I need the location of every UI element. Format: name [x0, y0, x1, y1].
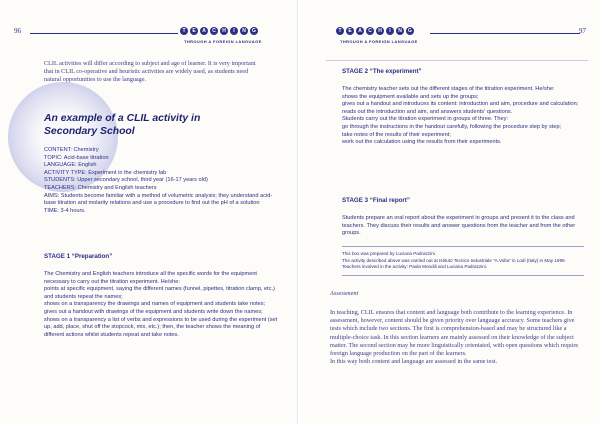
stage-3 — [342, 197, 584, 238]
stage-2-line: shows the equipment available and sets up the groups; — [342, 93, 479, 100]
header-letter: A — [356, 27, 364, 35]
page-number: 96 — [14, 27, 21, 35]
header-letter: A — [200, 27, 208, 35]
credit-prepared-by: This box was prepared by Luciana Padrazzini. — [342, 251, 436, 256]
stage-1-line: shows on a transparency a list of verbs and expressions to be used during the experiment (set up, add, place, shut off the stopcock, mix, etc.); then, the teacher shows the meaning of different actions whilst students repeat and take notes. — [44, 316, 278, 338]
header-letter: N — [240, 27, 248, 35]
stage-1-line: gives out a handout with drawings of the equipment and students write down the names; — [44, 308, 263, 315]
info-activity-type: ACTIVITY TYPE: Experiment in the chemistry lab — [44, 169, 167, 176]
page-number: 97 — [579, 27, 586, 35]
activity-info — [44, 147, 280, 215]
stage-1-line: The Chemistry and English teachers introduce all the specific words for the equipment necessary to carry out the titration experiment. He/she: — [44, 271, 257, 285]
stage-1-body — [44, 271, 280, 339]
header-letter: E — [346, 27, 354, 35]
header-letters — [180, 27, 258, 35]
info-topic: TOPIC: Acid-base titration — [44, 154, 109, 161]
stage-2-line: go through the instructions in the handout carefully, following the procedure step by step; — [342, 123, 562, 130]
assessment-paragraph: In teaching, CLIL ensures that content and language both contribute to the learning experience. In assessment, however, content should be given priority over language accuracy. Some teachers give tests which include two sections. The first is comprehension-based and may be structured like a multiple-choice task. In this section learners are mainly assessed on their knowledge of the subject matter. The second section may be more linguistically orientated, with open questions which require foreign language production on the part of the learners. — [330, 309, 579, 358]
header-letter: G — [406, 27, 414, 35]
stage-1-line: shows on a transparency the drawings and names of equipment and students take notes; — [44, 301, 266, 308]
info-aims: AIMS: Students become familiar with a method of volumetric analysis; they understand acid-base titration and molarity relations and use a procedure to find out the pH of a solution — [44, 192, 273, 207]
header-letter: N — [396, 27, 404, 35]
stage-2-line: Students carry out the titration experiment in groups of three. They: — [342, 116, 508, 123]
stage-1-heading: STAGE 1 “Preparation” — [44, 253, 113, 260]
stage-2 — [342, 68, 584, 147]
credit-rule — [342, 246, 584, 247]
header-letter: C — [210, 27, 218, 35]
left-page — [0, 0, 298, 424]
stage-2-line: work out the calculation using the results from their experiments. — [342, 139, 502, 146]
stage-2-line: reads out the introduction and aim, and answers students’ questions. — [342, 108, 513, 115]
stage-2-line: gives out a handout and introduces its content: introduction and aim, procedure and calculation; — [342, 101, 579, 108]
stage-3-heading: STAGE 3 “Final report” — [342, 197, 410, 204]
header-letter: I — [386, 27, 394, 35]
stage-2-body — [342, 86, 584, 147]
stage-3-body: Students prepare an oral report about the experiment in groups and present it to the class and teachers. They discuss their results and answer questions from the teacher and from the other groups. — [342, 215, 576, 237]
credit-details: The activity described above was carried out at Istituto Tecnico Industriale “A.Volta” in Lodi (Italy) in May 1999. Teachers involved in the activity: Paola Mondili and Luciana Padrazzini. — [342, 257, 566, 270]
header-letter: T — [180, 27, 188, 35]
box-top-rule — [326, 60, 588, 61]
stage-1 — [44, 253, 280, 339]
credit-rule — [342, 275, 584, 276]
section-title: An example of a CLIL activity in Secondary School — [44, 113, 201, 137]
header-rule — [30, 33, 178, 34]
running-header — [336, 27, 414, 35]
info-teachers: TEACHERS: Chemistry and English teachers — [44, 184, 157, 191]
header-letter: G — [250, 27, 258, 35]
info-students: STUDENTS: Upper secondary school, third year (16-17 years old) — [44, 177, 208, 184]
header-letter: T — [336, 27, 344, 35]
stage-2-line: take notes of the results of their experiment; — [342, 131, 451, 138]
info-content: CONTENT: Chemistry — [44, 147, 99, 153]
header-letters — [336, 27, 414, 35]
running-header — [180, 27, 258, 35]
stage-1-line: points at specific equipment, saying the different names (funnel, pipettes, titration clamp, etc.) and students repeat the names; — [44, 286, 275, 300]
header-subtitle: THROUGH A FOREIGN LANGUAGE — [340, 39, 418, 44]
info-language: LANGUAGE: English — [44, 162, 97, 169]
stage-2-line: The chemistry teacher sets out the different stages of the titration experiment. He/she: — [342, 86, 555, 92]
assessment-body — [330, 309, 584, 366]
stage-2-heading: STAGE 2 “The experiment” — [342, 68, 422, 75]
header-subtitle: THROUGH A FOREIGN LANGUAGE — [184, 39, 262, 44]
header-letter: I — [230, 27, 238, 35]
assessment-heading: Assessment — [330, 290, 359, 297]
header-letter: E — [190, 27, 198, 35]
header-letter: H — [220, 27, 228, 35]
info-time: TIME: 3-4 hours. — [44, 207, 86, 214]
intro-paragraph: CLIL activities will differ according to subject and age of learner. It is very important that in CLIL co-operative and heuristic activities are widely used, as students need natural opportunities to use the language. — [44, 60, 256, 84]
header-letter: H — [376, 27, 384, 35]
right-page — [302, 0, 600, 424]
assessment-paragraph: In this way both content and language are assessed in the same test. — [330, 358, 498, 366]
credit-box — [342, 246, 584, 276]
header-rule — [430, 33, 580, 34]
header-letter: C — [366, 27, 374, 35]
